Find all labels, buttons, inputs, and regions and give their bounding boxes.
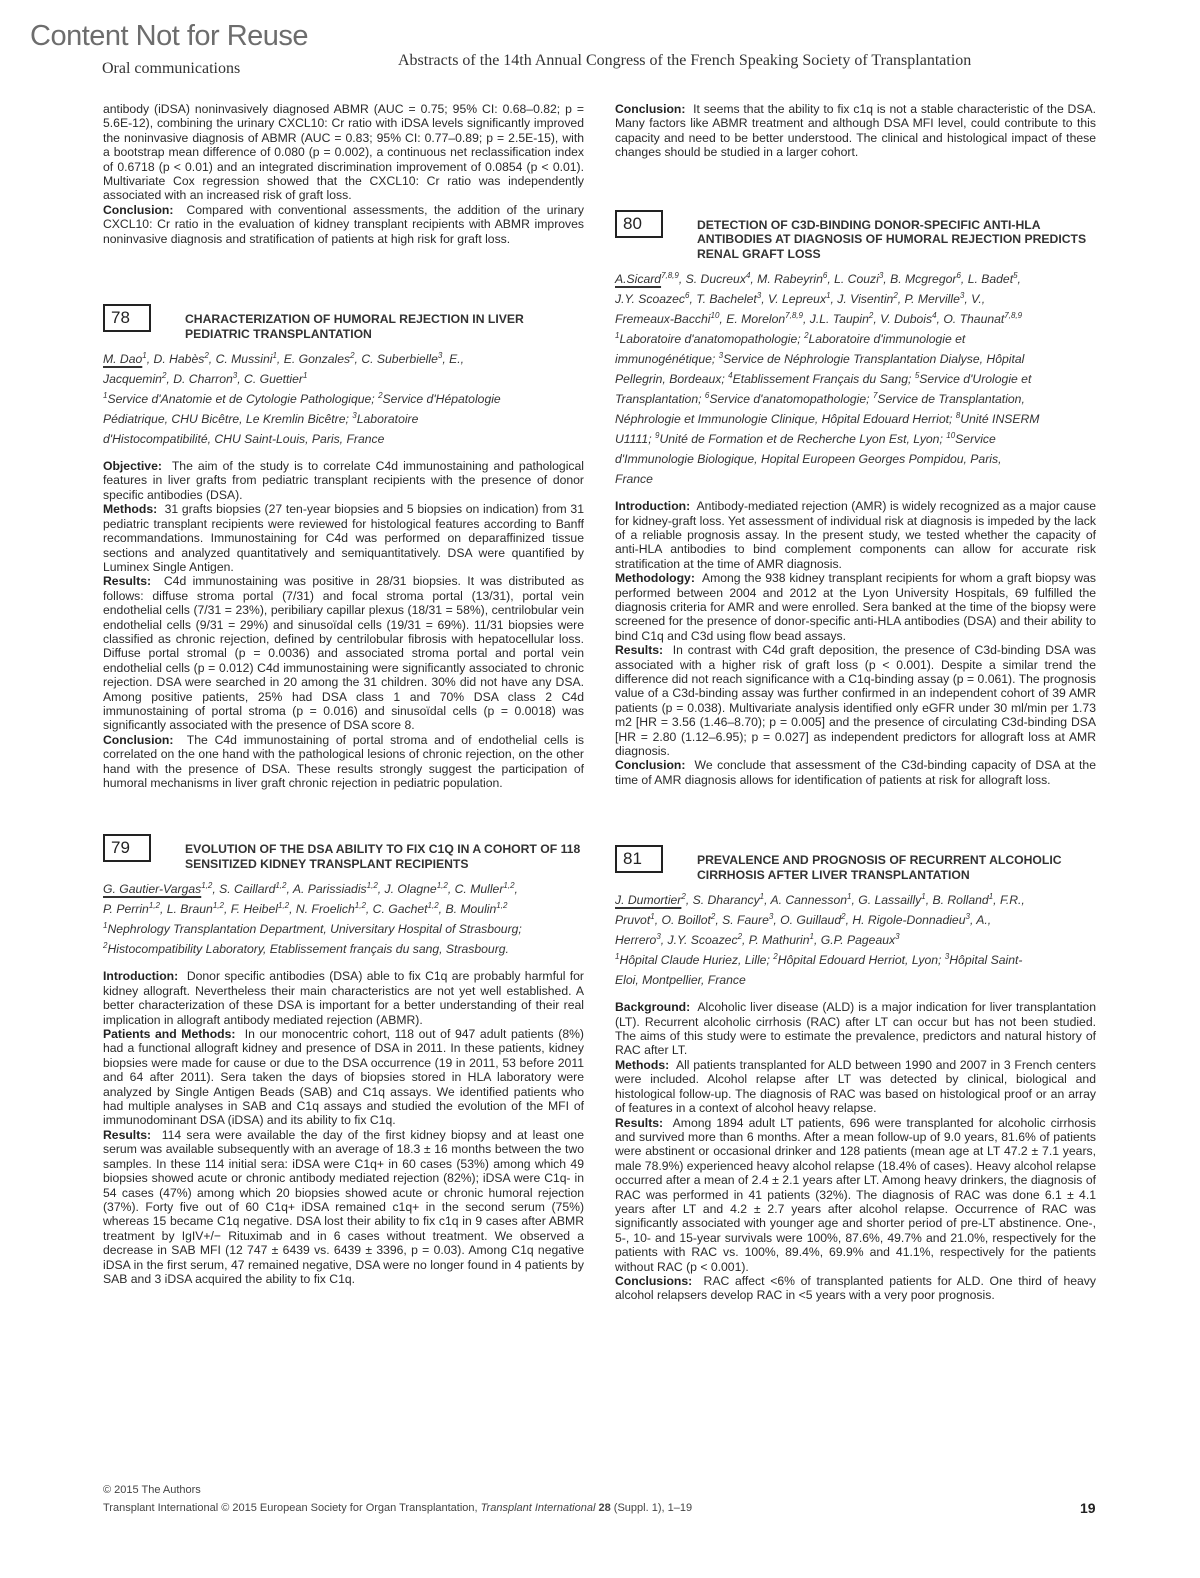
abstract-section [615, 571, 1096, 643]
affiliation-text: Service de Transplantation, [877, 392, 1025, 407]
abstract-title: CHARACTERIZATION OF HUMORAL REJECTION IN LIVER PEDIATRIC TRANSPLANTATION [185, 312, 524, 341]
author-affiliation-mark: 3 [895, 932, 900, 942]
abstract-header [103, 304, 584, 341]
author-list [615, 890, 1096, 990]
abstract-header [615, 845, 1096, 882]
author-affiliation-mark: 7,8,9 [785, 311, 803, 321]
citation-volume: 28 [598, 1502, 611, 1514]
author-name: C. Suberbielle [361, 352, 438, 367]
affiliation-number: 2 [773, 952, 778, 962]
author-name: J. Olagne [384, 882, 437, 897]
abstract-81 [615, 845, 1096, 1303]
affiliation-line [615, 970, 1096, 990]
section-label: Conclusion: [103, 732, 174, 747]
author-affiliation-mark: 7,8,9 [1004, 311, 1023, 321]
abstract-section [615, 643, 1096, 758]
abstract-section [103, 1128, 584, 1286]
author-name: G. Gautier-Vargas [103, 882, 202, 897]
abstract-number: 78 [103, 304, 151, 332]
affiliation-line [615, 469, 1096, 489]
affiliation-text: immunogénétique; [615, 352, 719, 367]
abstract-section [615, 102, 1096, 160]
affiliation-number: 1 [615, 952, 620, 962]
abstract-body [103, 459, 584, 790]
affiliation-line [615, 950, 1096, 970]
author-affiliation-mark: 2 [737, 932, 743, 942]
section-label: Conclusion: [615, 102, 686, 116]
author-name: C. Gachet [372, 902, 428, 917]
author-affiliation-mark: 1,2 [354, 901, 366, 911]
author-name: B. Rolland [932, 893, 989, 908]
abstract-section [103, 1027, 584, 1128]
affiliation-number: 4 [728, 371, 733, 381]
author-name: O. Guillaud [780, 913, 842, 928]
author-name: Pruvot [615, 913, 651, 928]
author-name: J. Dumortier [615, 893, 682, 908]
abstract-section [103, 574, 584, 732]
author-affiliation-mark: 2 [681, 892, 686, 902]
author-list [615, 269, 1096, 489]
author-name: G. Lassailly [858, 893, 922, 908]
author-name: C. Muller [454, 882, 504, 897]
author-name: C. Mussini [215, 352, 273, 367]
affiliation-text: Etablissement Français du Sang; [732, 372, 915, 387]
author-line: J. Dumortier$^2$, S. Dharancy$^1$, A. Cannesson$^1$, G. Lassailly$^1$, B. Rolland$^1$, F.R., [615, 892, 1025, 908]
section-text: 31 grafts biopsies (27 ten-year biopsies and 5 biopsies on indication) from 31 pediatric transplant recipients were reviewed for histological features according to Banff recommandations. Immunostaining for C4d was performed on deparaffinized tissue sections and analyzed quantitatively and semiquantitatively. DSA were quantified by Luminex Single Antigen. [103, 502, 584, 574]
section-label: Objective: [103, 459, 162, 474]
author-line: Jacquemin$^2$, D. Charron$^3$, C. Guettier$^1$ [103, 371, 308, 387]
affiliation-text: Unité de Formation et de Recherche Lyon Est, Lyon; [659, 432, 947, 447]
affiliation-number: 10 [946, 431, 956, 441]
author-affiliation-mark: 4 [745, 271, 751, 281]
affiliation-text: U1111; [615, 432, 655, 447]
author-affiliation-mark: 1,2 [275, 881, 287, 891]
author-name: H. Rigole-Donnadieu [852, 913, 966, 928]
author-affiliation-mark: 1,2 [503, 881, 515, 891]
author-affiliation-mark: 1,2 [427, 901, 439, 911]
author-affiliation-mark: 3 [965, 912, 970, 922]
author-affiliation-mark: 1 [650, 912, 655, 922]
author-affiliation-mark: 2 [161, 371, 167, 380]
section-label: Methods: [615, 1057, 670, 1072]
author-name: O. Thaunat [943, 312, 1005, 327]
author-affiliation-mark: 1 [826, 291, 831, 301]
author-name: J. Visentin [837, 292, 894, 307]
citation-suffix: (Suppl. 1), 1–19 [610, 1502, 693, 1514]
author-affiliation-mark: 1,2 [212, 901, 224, 911]
author-affiliation-mark: 6 [956, 271, 961, 281]
author-affiliation-mark: 1,2 [366, 881, 378, 891]
abstract-78 [103, 304, 584, 790]
author-name: A.Sicard [615, 272, 662, 287]
affiliation-text: d'Histocompatibilité, CHU Saint-Louis, Paris, France [103, 432, 385, 447]
affiliation-number: 5 [914, 371, 920, 381]
section-text: RAC affect <6% of transplanted patients for ALD. One third of heavy alcohol relapsers develop RAC in <5 years with a very poor prognosis. [615, 1273, 1096, 1303]
affiliation-number: 1 [615, 331, 620, 341]
author-list [103, 879, 584, 959]
section-label: Results: [615, 1115, 664, 1130]
author-affiliation-mark: 1,2 [201, 881, 213, 891]
author-name: O. Boillot [661, 913, 711, 928]
affiliation-number: 3 [718, 351, 724, 361]
author-name: V. Lepreux [768, 292, 827, 307]
section-text: All patients transplanted for ALD between 1990 and 2007 in 3 French centers were included. Alcohol relapse after LT was detected by clinical, biological and histological follow-up. The diagnosis of RAC was based on histological proof or an array of features in a context of alcohol heavy relapse. [615, 1057, 1096, 1116]
section-label: Results: [103, 574, 152, 589]
author-affiliation-mark: 2 [204, 351, 209, 360]
abstract-section [615, 499, 1096, 571]
section-text: Among 1894 adult LT patients, 696 were transplanted for alcoholic cirrhosis and survived more than 6 months. After a mean follow-up of 9.0 years, 81.6% of patients were abstinent or occasional drinker and 128 patients (mean age at LT 47.2 ± 7.1 years, male 78.9%) experienced heavy alcohol relapse (18.4% of cases). Heavy alcohol relapse occurred after a mean of 2.4 ± 2.1 years after LT. Among heavy drinkers, the diagnosis of RAC was performed in 41 patients (32%). The diagnosis of RAC was done 6.1 ± 4.1 years after LT and 4.2 ± 2.7 years after alcohol relapse. Occurrence of RAC was significantly associated with younger age and shorter period of pre-LT abstinence. One-, 5-, 10- and 15-year survivals were 100%, 87.6%, 49.7% and 21.0%, respectively for the patients with RAC vs. 100%, 89.4%, 69.9% and 41.1%, respectively for the patients without RAC (p < 0.001). [615, 1115, 1096, 1274]
section-text: In contrast with C4d graft deposition, the presence of C3d-binding DSA was associated with a higher risk of graft loss (p < 0.001). Despite a similar trend the difference did not reach significance with a C1q-binding assay (p = 0.061). The prognosis value of a C3d-binding assay was further confirmed in an independent cohort of 39 AMR patients (p = 0.038). Multivariate analysis identified only eGFR under 30 ml/min per 1.73 m2 [HR = 3.56 (1.46–8.70); p = 0.005] and the presence of circulating C3d-binding DSA [HR = 2.80 (1.12–6.95); p = 0.027] as independent predictors for allograft loss at AMR diagnosis. [615, 643, 1097, 759]
author-affiliation-mark: 3 [878, 271, 884, 281]
affiliation-line [103, 389, 584, 409]
section-text: In our monocentric cohort, 118 out of 947 adult patients (8%) had a functional allograft kidney and presence of DSA in 2011. In these patients, kidney biopsies were made for cause or due to the DSA occurrence (19 in 2011, 53 before 2011 and 64 after 2011). Sera taken the days of biopsies stored in HLA laboratory were analyzed by Single Antigen Beads (SAB) and C1q assays. We identified patients who had multiple analyses in SAB and C1q assays and studied the evolution of the MFI of immunodominant DSA (iDSA) and its ability to fix C1q. [103, 1027, 584, 1128]
page-number: 19 [1080, 1500, 1096, 1516]
author-name: D. Habès [153, 352, 205, 367]
author-line: Fremeaux-Bacchi$^{10}$, E. Morelon$^{7,8,9}$, J.L. Taupin$^2$, V. Dubois$^4$, O. Thaunat$^{7,8,9}$ [615, 311, 1023, 327]
section-label: Introduction: [615, 499, 691, 514]
author-affiliation-mark: 3 [768, 912, 774, 922]
author-affiliation-mark: 3 [656, 932, 661, 942]
abstract-title: PREVALENCE AND PROGNOSIS OF RECURRENT ALCOHOLIC CIRRHOSIS AFTER LIVER TRANSPLANTATION [697, 853, 1062, 882]
section-text: We conclude that assessment of the C3d-binding capacity of DSA at the time of AMR diagnosis allows for identification of patients at risk for allograft loss. [615, 758, 1096, 787]
author-name: T. Bachelet [696, 292, 757, 307]
affiliation-line [103, 429, 584, 449]
abstract-section [103, 459, 584, 502]
abstract-79-continued [615, 102, 1096, 160]
author-affiliation-mark: 3 [232, 371, 238, 380]
section-text: Antibody-mediated rejection (AMR) is widely recognized as a major cause for kidney-graft loss. Yet assessment of individual risk at diagnosis is impeded by the lack of a reliable prognosis assay. In the present study, we tested whether the capacity of anti-HLA antibodies to bind complement components can allow for accurate risk stratification at the time of AMR diagnosis. [615, 499, 1096, 571]
author-affiliation-mark: 2 [710, 912, 716, 922]
author-name: S. Ducreux [685, 272, 746, 287]
abstract-section [615, 1116, 1096, 1274]
section-text: Compared with conventional assessments, the addition of the urinary CXCL10: Cr ratio in the evaluation of kidney transplant recipients with ABMR improves noninvasive diagnosis and stratification of patients at high risk for graft loss. [103, 202, 584, 246]
author-affiliation-mark: 3 [437, 351, 443, 360]
affiliation-text: Eloi, Montpellier, France [615, 973, 746, 988]
author-affiliation-mark: 1 [921, 892, 926, 902]
author-affiliation-mark: 1,2 [148, 901, 160, 911]
author-name: J.Y. Scoazec [615, 292, 686, 307]
author-name: N. Froelich [295, 902, 355, 917]
author-name: Herrero [615, 933, 657, 948]
author-line: Herrero$^3$, J.Y. Scoazec$^2$, P. Mathurin$^1$, G.P. Pageaux$^3$ [615, 932, 900, 948]
section-text: Among the 938 kidney transplant recipients for whom a graft biopsy was performed between 2004 and 2012 at the Lyon University Hospitals, 69 fulfilled the diagnosis criteria for AMR and were enrolled. Sera banked at the time of the biopsy were screened for the presence of donor-specific anti-HLA antibodies (DSA) and their ability to bind C1q and C3d using flow bead assays. [615, 571, 1096, 643]
citation-prefix: Transplant International © 2015 European Society for Organ Transplantation, [103, 1502, 481, 1514]
abstract-section [615, 758, 1096, 787]
affiliation-text: Laboratoire [356, 412, 419, 427]
section-text: antibody (iDSA) noninvasively diagnosed ABMR (AUC = 0.75; 95% CI: 0.68–0.82; p = 5.6E-12), combining the urinary CXCL10: Cr ratio with iDSA levels significantly improved the noninvasive diagnosis of ABMR (AUC = 0.83; 95% CI: 0.77–0.89; p = 2.5E-15), with a bootstrap mean difference of 0.080 (p = 0.002), a continuous net reclassification index of 0.6718 (p < 0.01) and an integrated discrimination improvement of 0.0854 (p < 0.01). Multivariate Cox regression showed that the CXCL10: Cr ratio was independently associated with an increased risk of graft loss. [103, 102, 584, 203]
author-affiliation-mark: 1 [809, 932, 814, 942]
section-text: Donor specific antibodies (DSA) able to fix C1q are probably harmful for kidney allograft. Nevertheless their main characteristics are not yet well established. A better characterization of these DSA is important for a better understanding of their real implication in allograft antibody mediated rejection (ABMR). [103, 969, 584, 1027]
author-affiliation-mark: 2 [350, 351, 355, 360]
running-header-section: Oral communications [102, 60, 241, 77]
affiliation-number: 1 [103, 921, 108, 931]
abstract-title: DETECTION OF C3D-BINDING DONOR-SPECIFIC ANTI-HLA ANTIBODIES AT DIAGNOSIS OF HUMORAL REJECTION PREDICTS RENAL GRAFT LOSS [697, 217, 1087, 261]
author-name: Jacquemin [103, 372, 162, 387]
author-affiliation-mark: 1,2 [277, 901, 290, 911]
author-name: S. Caillard [219, 882, 276, 897]
abstract-body [615, 1000, 1096, 1303]
author-name: L. Couzi [834, 272, 879, 287]
affiliation-line [103, 919, 584, 939]
author-name: S. Dharancy [692, 893, 760, 908]
author-name: M. Rabeyrin [757, 272, 823, 287]
author-affiliation-mark: 1 [302, 371, 308, 380]
copyright-line: © 2015 The Authors [103, 1484, 201, 1496]
author-name: V. [971, 292, 982, 307]
abstract-section [103, 102, 584, 203]
abstract-79 [103, 834, 584, 1286]
affiliation-line [615, 409, 1096, 429]
affiliation-line [615, 449, 1096, 469]
author-name: P. Mathurin [748, 933, 810, 948]
affiliation-text: Service d'Urologie et [919, 372, 1032, 387]
author-name: F.R. [999, 893, 1022, 908]
author-affiliation-mark: 1,2 [496, 901, 508, 911]
abstract-section [615, 1274, 1096, 1303]
affiliation-text: Pédiatrique, CHU Bicêtre, Le Kremlin Bicêtre; [103, 412, 353, 427]
author-affiliation-mark: 7,8,9 [661, 271, 679, 281]
affiliation-number: 2 [103, 941, 108, 951]
section-label: Conclusion: [615, 758, 686, 773]
author-affiliation-mark: 6 [822, 271, 828, 281]
abstract-body [615, 499, 1096, 787]
author-name: S. Faure [722, 913, 769, 928]
affiliation-text: Laboratoire d'immunologie et [808, 332, 966, 347]
affiliation-number: 8 [955, 411, 961, 421]
author-affiliation-mark: 3 [959, 291, 965, 301]
affiliation-text: Service d'anatomopathologie; [709, 392, 873, 407]
author-affiliation-mark: 2 [841, 912, 846, 922]
section-text: Alcoholic liver disease (ALD) is a major indication for liver transplantation (LT). Recurrent alcoholic cirrhosis (RAC) after LT can occur but has not been studied. The aims of this study were to estimate the prevalence, predictors and natural history of RAC after LT. [615, 1000, 1096, 1058]
author-affiliation-mark: 2 [893, 291, 898, 301]
author-name: D. Charron [173, 372, 233, 387]
watermark: Content Not for Reuse [30, 20, 309, 52]
author-name: J.L. Taupin [809, 312, 869, 327]
affiliation-number: 2 [378, 391, 383, 400]
abstract-number: 80 [615, 210, 663, 238]
author-name: P. Merville [904, 292, 960, 307]
affiliation-text: Unité INSERM [960, 412, 1040, 427]
author-name: L. Braun [166, 902, 213, 917]
author-name: A. Cannesson [770, 893, 848, 908]
abstract-header [103, 834, 584, 871]
author-affiliation-mark: 1,2 [436, 881, 448, 891]
affiliation-number: 3 [944, 952, 950, 962]
affiliation-line [103, 409, 584, 429]
section-text: The C4d immunostaining of portal stroma and of endothelial cells is correlated on the one hand with the pathological lesions of chronic rejection, on the other hand with the presence of DSA. These results strongly suggest the participation of humoral mechanisms in liver graft chronic rejection in pediatric population. [103, 732, 584, 790]
author-line: Pruvot$^1$, O. Boillot$^2$, S. Faure$^3$, O. Guillaud$^2$, H. Rigole-Donnadieu$^3$, A., [615, 912, 992, 928]
affiliation-text: Néphrologie et Immunologie Clinique, Hôpital Edouard Herriot; [615, 412, 956, 427]
author-affiliation-mark: 3 [756, 291, 762, 301]
section-label: Methods: [103, 502, 158, 517]
author-affiliation-mark: 1 [759, 892, 765, 902]
affiliation-text: Pellegrin, Bordeaux; [615, 372, 729, 387]
abstract-title: EVOLUTION OF THE DSA ABILITY TO FIX C1Q IN A COHORT OF 118 SENSITIZED KIDNEY TRANSPLANT RECIPIENTS [185, 842, 581, 871]
section-label: Results: [103, 1127, 152, 1142]
affiliation-number: 6 [704, 391, 710, 401]
abstract-section [615, 1000, 1096, 1058]
abstract-80 [615, 210, 1096, 788]
author-affiliation-mark: 1 [988, 892, 994, 902]
section-label: Patients and Methods: [103, 1027, 236, 1042]
author-name: P. Perrin [103, 902, 149, 917]
affiliation-number: 1 [103, 391, 108, 400]
citation-journal: Transplant International [480, 1502, 596, 1514]
abstract-number: 79 [103, 834, 151, 862]
author-line: A.Sicard$^{7,8,9}$, S. Ducreux$^4$, M. Rabeyrin$^6$, L. Couzi$^3$, B. Mcgregor$^6$, L. Badet$^5$, [615, 271, 1021, 287]
author-list [103, 349, 584, 449]
author-name: V. Dubois [880, 312, 933, 327]
citation-line [103, 1502, 692, 1515]
author-name: E. Gonzales [283, 352, 351, 367]
author-name: E. Morelon [726, 312, 786, 327]
author-name: L. Badet [967, 272, 1014, 287]
author-name: E. [449, 352, 461, 367]
abstract-continuation [103, 102, 584, 246]
author-affiliation-mark: 6 [685, 291, 690, 301]
author-name: B. Moulin [445, 902, 497, 917]
abstract-body [103, 969, 584, 1286]
affiliation-text: Service d'Anatomie et de Cytologie Pathologique; [107, 392, 379, 407]
affiliation-text: Service de Néphrologie Transplantation Dialyse, Hôpital [723, 352, 1025, 367]
section-label: Background: [615, 1000, 691, 1015]
affiliation-text: Histocompatibility Laboratory, Etablissement français du sang, Strasbourg. [107, 942, 509, 957]
section-label: Introduction: [103, 969, 179, 984]
section-label: Conclusion: [103, 202, 174, 217]
abstract-section [103, 969, 584, 1027]
affiliation-text: Hôpital Claude Huriez, Lille; [619, 953, 774, 968]
affiliation-text: Service d'Hépatologie [382, 392, 501, 407]
section-text: C4d immunostaining was positive in 28/31 biopsies. It was distributed as follows: diffuse stroma portal (7/31) and focal stroma portal (13/31), portal vein endothelial cells (7/31 = 23%), peribiliary capillar plexus (18/31 = 58%), centrilobular vein endothelial cells (9/31 = 29%) and sinusoïdal cells (19/31 = 69%). 11/31 biopsies were classified as chronic rejection, defined by centrilobular fibrosis with hepatocellular loss. Diffuse portal stromal (p = 0.0036) and associated stroma portal and portal vein endothelial cells (p = 0.012) C4d immunostaining were significantly associated to chronic rejection. DSA were searched in 20 among the 31 children. 30% did not have any DSA. Among positive patients, 25% had DSA class 1 and 70% DSA class 2 C4d immunostaining of portal stroma (p = 0.016) and sinusoïdal cells (p = 0.0018) was significantly associated with the presence of DSA score 8. [103, 574, 584, 733]
affiliation-line [615, 329, 1096, 349]
abstract-section [615, 1058, 1096, 1116]
section-text: 114 sera were available the day of the first kidney biopsy and at least one serum was available subsequently with an average of 18.3 ± 16 months between the two samples. In these 114 initial sera: iDSA were C1q+ in 60 cases (53%) among which 49 biopsies showed acute or chronic antibody mediated rejection (82%); iDSA were C1q- in 54 cases (47%) among which 20 biopsies showed acute or chronic humoral rejection (37%). Forty five out of 60 C1q+ iDSA remained c1q+ in the second serum (75%) whereas 15 became C1q negative. DSA lost their ability to fix c1q in 9 cases after ABMR treatment by IgIV+/− Rituximab and in 6 cases without treatment. We observed a decrease in SAB MFI (12 747 ± 6439 vs. 6439 ± 3396, p = 0.03). Among C1q negative iDSA in the first serum, 47 remained negative, DSA were no longer found in 4 patients by SAB and 3 iDSA acquired the ability to fix C1q. [103, 1127, 584, 1286]
author-name: G.P. Pageaux [820, 933, 896, 948]
author-affiliation-mark: 2 [868, 311, 874, 321]
author-name: M. Dao [103, 352, 143, 367]
author-name: Fremeaux-Bacchi [615, 312, 711, 327]
section-text: The aim of the study is to correlate C4d immunostaining and pathological features in liver grafts from pediatric transplant recipients with the presence of donor specific antibodies (DSA). [103, 459, 584, 502]
abstract-section [103, 733, 584, 791]
section-text: It seems that the ability to fix c1q is not a stable characteristic of the DSA. Many factors like ABMR treatment and although DSA MFI level, could contribute to this capacity and need to be better understood. The clinical and histological impact of these changes should be studied in a larger cohort. [615, 102, 1097, 160]
right-column [615, 102, 1096, 1303]
author-line: J.Y. Scoazec$^6$, T. Bachelet$^3$, V. Lepreux$^1$, J. Visentin$^2$, P. Merville$^3$, V., [615, 291, 986, 307]
author-name: B. Mcgregor [890, 272, 957, 287]
affiliation-line [615, 389, 1096, 409]
affiliation-number: 2 [804, 331, 809, 341]
author-affiliation-mark: 5 [1013, 271, 1018, 281]
author-affiliation-mark: 1 [272, 351, 277, 360]
author-affiliation-mark: 1 [847, 892, 852, 902]
author-name: F. Heibel [230, 902, 278, 917]
affiliation-text: Hôpital Edouard Herriot, Lyon; [777, 953, 945, 968]
affiliation-text: France [615, 472, 653, 487]
author-name: J.Y. Scoazec [667, 933, 738, 948]
author-line: M. Dao$^1$, D. Habès$^2$, C. Mussini$^1$, E. Gonzales$^2$, C. Suberbielle$^3$, E., [103, 351, 465, 367]
affiliation-text: Hôpital Saint- [949, 953, 1023, 968]
author-line: P. Perrin$^{1,2}$, L. Braun$^{1,2}$, F. Heibel$^{1,2}$, N. Froelich$^{1,2}$, C. Gachet$^{1,2}$, B. Moulin$^{1,2}$ [103, 901, 508, 917]
abstract-header [615, 210, 1096, 262]
affiliation-line [103, 939, 584, 959]
affiliation-line [615, 429, 1096, 449]
author-affiliation-mark: 10 [710, 311, 720, 321]
affiliation-line [615, 349, 1096, 369]
affiliation-number: 9 [654, 431, 660, 441]
author-name: C. Guettier [244, 372, 303, 387]
author-name: A. Parissiadis [292, 882, 367, 897]
section-label: Methodology: [615, 571, 695, 586]
left-column [103, 102, 584, 1286]
author-affiliation-mark: 4 [932, 311, 937, 321]
affiliation-number: 7 [872, 391, 878, 401]
abstract-section [103, 502, 584, 574]
author-name: A. [976, 913, 988, 928]
affiliation-text: Service [955, 432, 996, 447]
abstract-number: 81 [615, 845, 663, 873]
section-label: Conclusions: [615, 1273, 693, 1288]
affiliation-text: Laboratoire d'anatomopathologie; [619, 332, 805, 347]
author-affiliation-mark: 1 [142, 351, 147, 360]
affiliation-text: d'Immunologie Biologique, Hopital Europeen Georges Pompidou, Paris, [615, 452, 1002, 467]
author-line: G. Gautier-Vargas$^{1,2}$, S. Caillard$^{1,2}$, A. Parissiadis$^{1,2}$, J. Olagne$^{1,2}$, C. Muller$^{1,2}$, [103, 881, 518, 897]
running-header-journal: Abstracts of the 14th Annual Congress of the French Speaking Society of Transplantation [398, 52, 972, 69]
affiliation-line [615, 369, 1096, 389]
section-label: Results: [615, 643, 664, 658]
affiliation-number: 3 [352, 411, 357, 420]
abstract-section [103, 203, 584, 246]
affiliation-text: Nephrology Transplantation Department, Universitary Hospital of Strasbourg; [107, 922, 522, 937]
affiliation-text: Transplantation; [615, 392, 705, 407]
